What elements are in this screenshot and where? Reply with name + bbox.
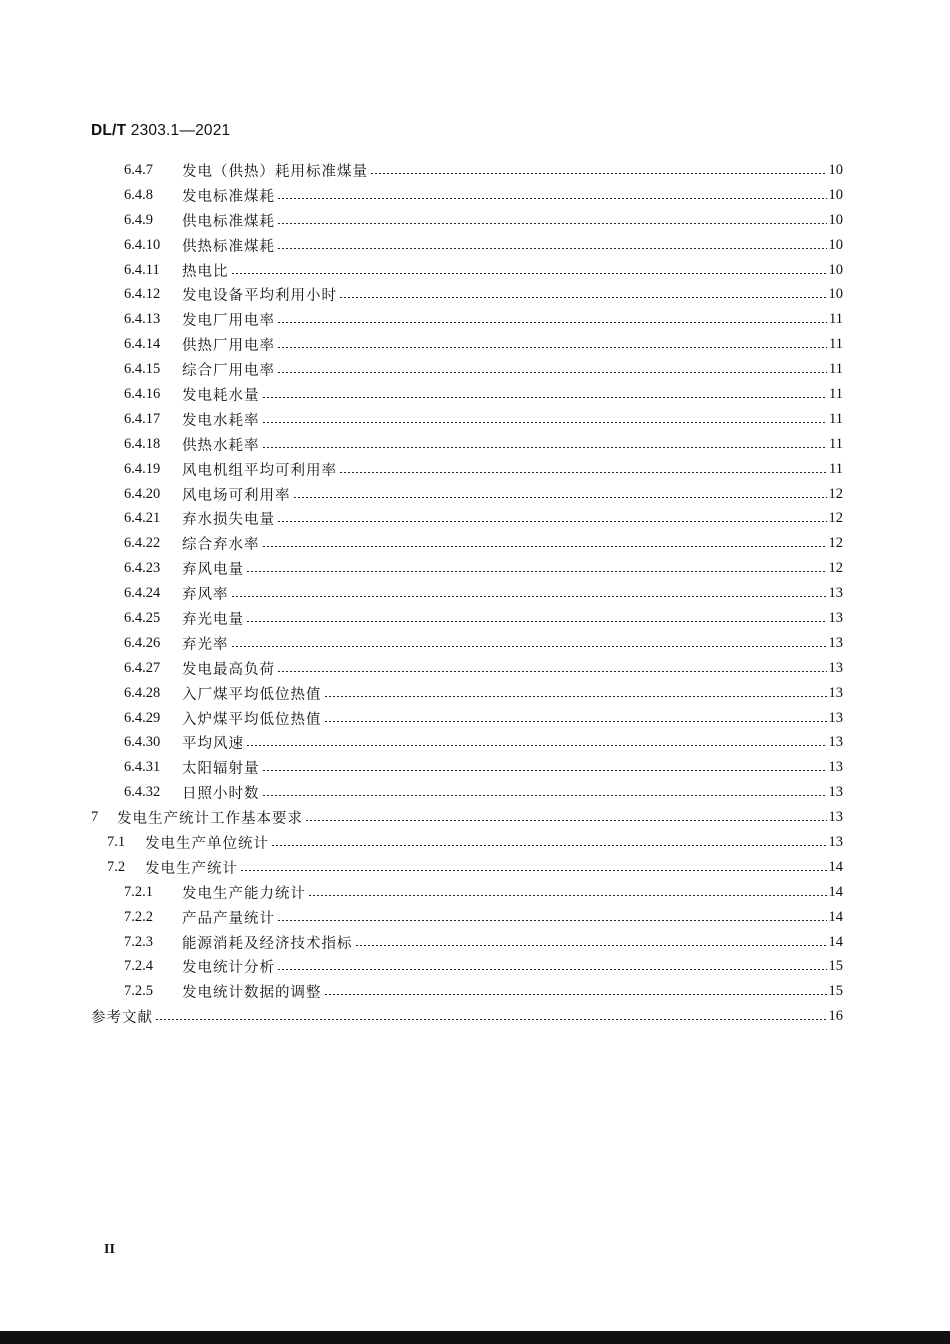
toc-entry-title: 入炉煤平均低位热值 — [182, 711, 322, 728]
toc-dot-leader — [355, 945, 827, 946]
toc-entry-title: 综合弃水率 — [182, 537, 260, 554]
toc-entry-page: 10 — [828, 236, 843, 253]
toc-entry[interactable] — [91, 208, 843, 233]
toc-entry-title: 热电比 — [182, 263, 229, 280]
toc-entry-page: 14 — [828, 858, 843, 875]
toc-entry-page: 11 — [829, 410, 843, 427]
toc-entry[interactable] — [91, 755, 843, 780]
toc-entry-title: 能源消耗及经济技术指标 — [182, 935, 353, 952]
toc-entry-title: 产品产量统计 — [182, 910, 275, 927]
toc-entry[interactable] — [91, 531, 843, 556]
toc-dot-leader — [370, 173, 827, 174]
toc-entry-title: 供热标准煤耗 — [182, 238, 275, 255]
toc-dot-leader — [262, 447, 828, 448]
toc-entry-number: 7.2.1 — [124, 883, 153, 900]
toc-entry[interactable] — [91, 606, 843, 631]
toc-entry-page: 15 — [828, 958, 843, 975]
toc-entry-title: 发电生产能力统计 — [182, 885, 306, 902]
toc-entry-title: 弃光电量 — [182, 611, 244, 628]
document-code-rest: 2303.1—2021 — [126, 122, 231, 139]
toc-entry[interactable] — [91, 307, 843, 332]
toc-entry-title: 弃水损失电量 — [182, 512, 275, 529]
toc-entry-number: 7.2.4 — [124, 958, 153, 975]
toc-entry-title: 供热水耗率 — [182, 437, 260, 454]
toc-entry-title: 发电水耗率 — [182, 412, 260, 429]
toc-entry[interactable] — [91, 457, 843, 482]
toc-entry-page: 13 — [828, 684, 843, 701]
toc-entry-title: 发电设备平均利用小时 — [182, 288, 337, 305]
toc-entry-page: 13 — [828, 659, 843, 676]
toc-dot-leader — [324, 721, 827, 722]
toc-entry-page: 13 — [828, 734, 843, 751]
toc-entry-number: 6.4.32 — [124, 784, 161, 801]
toc-entry-title: 发电生产单位统计 — [145, 835, 269, 852]
toc-entry[interactable] — [91, 681, 843, 706]
toc-entry-page: 13 — [828, 609, 843, 626]
toc-entry-page: 13 — [828, 809, 843, 826]
toc-entry-page: 10 — [828, 286, 843, 303]
toc-entry[interactable] — [91, 780, 843, 805]
toc-entry-number: 6.4.25 — [124, 609, 161, 626]
toc-dot-leader — [262, 422, 828, 423]
toc-entry-title: 发电耗水量 — [182, 387, 260, 404]
toc-entry[interactable] — [91, 631, 843, 656]
toc-entry[interactable] — [91, 1004, 843, 1029]
toc-entry-page: 13 — [828, 634, 843, 651]
toc-entry-title: 风电场可利用率 — [182, 487, 291, 504]
toc-dot-leader — [240, 870, 827, 871]
toc-entry-number: 7.2 — [107, 858, 126, 875]
toc-entry-title: 参考文献 — [91, 1010, 153, 1027]
toc-entry[interactable] — [91, 282, 843, 307]
toc-entry-title: 入厂煤平均低位热值 — [182, 686, 322, 703]
toc-dot-leader — [262, 770, 827, 771]
toc-entry-number: 6.4.20 — [124, 485, 161, 502]
toc-entry-title: 弃光率 — [182, 636, 229, 653]
toc-dot-leader — [277, 347, 827, 348]
toc-entry-number: 7.1 — [107, 833, 126, 850]
toc-dot-leader — [231, 646, 827, 647]
toc-entry[interactable] — [91, 407, 843, 432]
toc-entry[interactable] — [91, 556, 843, 581]
toc-entry-title: 供热厂用电率 — [182, 338, 275, 355]
toc-dot-leader — [277, 322, 827, 323]
toc-entry-page: 13 — [828, 709, 843, 726]
toc-entry[interactable] — [91, 905, 843, 930]
toc-entry-title: 发电（供热）耗用标准煤量 — [182, 163, 368, 180]
toc-entry-number: 6.4.12 — [124, 286, 161, 303]
toc-dot-leader — [305, 820, 827, 821]
toc-entry-number: 6.4.22 — [124, 535, 161, 552]
toc-entry-page: 12 — [828, 560, 843, 577]
toc-dot-leader — [324, 994, 827, 995]
toc-entry-number: 6.4.10 — [124, 236, 161, 253]
toc-entry-number: 6.4.24 — [124, 585, 161, 602]
toc-entry-page: 11 — [829, 336, 843, 353]
toc-entry[interactable] — [91, 730, 843, 755]
toc-entry[interactable] — [91, 332, 843, 357]
toc-entry[interactable] — [91, 706, 843, 731]
toc-entry-page: 10 — [828, 211, 843, 228]
toc-entry[interactable] — [91, 432, 843, 457]
toc-entry-page: 16 — [828, 1008, 843, 1025]
toc-entry-page: 13 — [828, 585, 843, 602]
toc-entry-number: 6.4.19 — [124, 460, 161, 477]
toc-entry-number: 6.4.9 — [124, 211, 153, 228]
toc-entry-title: 发电统计数据的调整 — [182, 985, 322, 1002]
toc-entry-number: 6.4.27 — [124, 659, 161, 676]
toc-entry[interactable] — [91, 357, 843, 382]
toc-entry-number: 7.2.2 — [124, 908, 153, 925]
toc-entry-number: 6.4.21 — [124, 510, 161, 527]
toc-entry-number: 6.4.31 — [124, 759, 161, 776]
toc-entry[interactable] — [91, 830, 843, 855]
toc-entry[interactable] — [91, 506, 843, 531]
toc-entry-page: 13 — [828, 833, 843, 850]
toc-entry[interactable] — [91, 258, 843, 283]
toc-dot-leader — [262, 546, 827, 547]
toc-entry[interactable] — [91, 482, 843, 507]
toc-entry-page: 11 — [829, 460, 843, 477]
page-number: II — [104, 1242, 115, 1257]
toc-dot-leader — [324, 696, 827, 697]
toc-entry-number: 7.2.5 — [124, 983, 153, 1000]
toc-entry-number: 6.4.30 — [124, 734, 161, 751]
toc-entry-title: 弃风率 — [182, 587, 229, 604]
toc-dot-leader — [231, 596, 827, 597]
toc-entry-page: 11 — [829, 435, 843, 452]
toc-dot-leader — [277, 969, 827, 970]
document-code-prefix: DL/T — [91, 122, 127, 139]
toc-entry-number: 6.4.8 — [124, 186, 153, 203]
toc-dot-leader — [246, 745, 827, 746]
toc-entry-page: 11 — [829, 361, 843, 378]
toc-dot-leader — [293, 497, 827, 498]
toc-dot-leader — [262, 397, 828, 398]
toc-entry-number: 6.4.17 — [124, 410, 161, 427]
toc-entry-page: 14 — [828, 933, 843, 950]
toc-entry-page: 14 — [828, 883, 843, 900]
toc-entry-title: 发电标准煤耗 — [182, 188, 275, 205]
toc-entry-title: 风电机组平均可利用率 — [182, 462, 337, 479]
toc-entry[interactable] — [91, 979, 843, 1004]
toc-entry-title: 发电生产统计工作基本要求 — [117, 811, 303, 828]
toc-entry-title: 发电统计分析 — [182, 960, 275, 977]
toc-entry[interactable] — [91, 183, 843, 208]
toc-entry-number: 6.4.28 — [124, 684, 161, 701]
table-of-contents — [91, 158, 843, 1029]
toc-entry[interactable] — [91, 158, 843, 183]
toc-entry-number: 6.4.18 — [124, 435, 161, 452]
toc-dot-leader — [339, 472, 827, 473]
bottom-border — [0, 1331, 950, 1344]
toc-dot-leader — [246, 621, 827, 622]
toc-entry-title: 日照小时数 — [182, 786, 260, 803]
toc-entry[interactable] — [91, 880, 843, 905]
toc-dot-leader — [277, 920, 827, 921]
toc-entry-number: 7 — [91, 809, 99, 826]
toc-entry-number: 6.4.13 — [124, 311, 161, 328]
toc-entry-page: 11 — [829, 311, 843, 328]
toc-entry-number: 6.4.16 — [124, 385, 161, 402]
toc-entry-page: 14 — [828, 908, 843, 925]
toc-entry-number: 6.4.29 — [124, 709, 161, 726]
document-code — [91, 122, 230, 140]
toc-entry-title: 供电标准煤耗 — [182, 213, 275, 230]
toc-dot-leader — [308, 895, 827, 896]
toc-entry[interactable] — [91, 805, 843, 830]
toc-entry-title: 平均风速 — [182, 736, 244, 753]
toc-dot-leader — [277, 671, 827, 672]
toc-entry-title: 发电厂用电率 — [182, 313, 275, 330]
toc-entry-number: 7.2.3 — [124, 933, 153, 950]
toc-entry[interactable] — [91, 930, 843, 955]
toc-dot-leader — [277, 198, 827, 199]
toc-dot-leader — [339, 297, 827, 298]
toc-entry-number: 6.4.11 — [124, 261, 160, 278]
toc-entry-title: 综合厂用电率 — [182, 363, 275, 380]
toc-entry-title: 弃风电量 — [182, 562, 244, 579]
toc-dot-leader — [231, 273, 827, 274]
toc-entry-page: 13 — [828, 759, 843, 776]
toc-entry[interactable] — [91, 233, 843, 258]
toc-dot-leader — [271, 845, 827, 846]
toc-dot-leader — [277, 372, 827, 373]
toc-entry-title: 太阳辐射量 — [182, 761, 260, 778]
toc-entry-number: 6.4.14 — [124, 336, 161, 353]
toc-dot-leader — [246, 571, 827, 572]
toc-entry-number: 6.4.7 — [124, 161, 153, 178]
toc-entry[interactable] — [91, 955, 843, 980]
toc-entry[interactable] — [91, 382, 843, 407]
toc-entry[interactable] — [91, 656, 843, 681]
toc-dot-leader — [277, 223, 827, 224]
toc-entry-page: 12 — [828, 485, 843, 502]
toc-entry[interactable] — [91, 581, 843, 606]
toc-entry-number: 6.4.26 — [124, 634, 161, 651]
toc-entry-page: 12 — [828, 510, 843, 527]
toc-entry-title: 发电生产统计 — [145, 860, 238, 877]
toc-entry[interactable] — [91, 855, 843, 880]
toc-dot-leader — [277, 248, 827, 249]
toc-entry-number: 6.4.23 — [124, 560, 161, 577]
toc-entry-page: 11 — [829, 385, 843, 402]
toc-dot-leader — [155, 1019, 827, 1020]
toc-entry-page: 12 — [828, 535, 843, 552]
toc-entry-page: 10 — [828, 261, 843, 278]
toc-dot-leader — [277, 521, 827, 522]
toc-entry-page: 10 — [828, 186, 843, 203]
toc-entry-page: 13 — [828, 784, 843, 801]
toc-entry-number: 6.4.15 — [124, 361, 161, 378]
toc-entry-page: 10 — [828, 161, 843, 178]
toc-entry-title: 发电最高负荷 — [182, 661, 275, 678]
toc-dot-leader — [262, 795, 827, 796]
toc-entry-page: 15 — [828, 983, 843, 1000]
